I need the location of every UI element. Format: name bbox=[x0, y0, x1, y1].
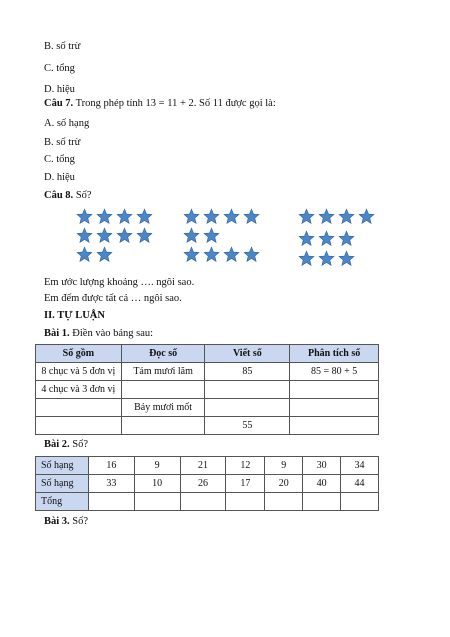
star-icon bbox=[116, 208, 133, 225]
star-icon bbox=[76, 227, 93, 244]
number-table bbox=[35, 344, 379, 435]
question-7-option-d bbox=[44, 171, 75, 185]
table-cell bbox=[303, 493, 341, 511]
question-7-option-a bbox=[44, 117, 89, 131]
option-text: A. số hạng bbox=[44, 118, 90, 129]
star-icon bbox=[183, 246, 200, 263]
star-icon bbox=[76, 208, 93, 225]
table-row bbox=[36, 475, 379, 493]
exercise-2-heading bbox=[44, 438, 88, 452]
question-text: Số? bbox=[73, 190, 92, 201]
table-row bbox=[36, 381, 379, 399]
table-cell: Bảy mươi mốt bbox=[121, 399, 205, 417]
exercise-number: Bài 2. bbox=[44, 439, 70, 450]
table-cell: 20 bbox=[265, 475, 303, 493]
table-cell: 17 bbox=[226, 475, 265, 493]
table-cell: 85 = 80 + 5 bbox=[290, 363, 379, 381]
table-cell: 9 bbox=[265, 457, 303, 475]
exercise-3-heading bbox=[44, 515, 88, 529]
header-cell: Phân tích số bbox=[290, 345, 379, 363]
table-cell: 44 bbox=[341, 475, 379, 493]
star-icon bbox=[183, 227, 200, 244]
table-cell: 9 bbox=[134, 457, 180, 475]
table-cell: 26 bbox=[180, 475, 226, 493]
star-icon bbox=[96, 208, 113, 225]
question-7-option-b bbox=[44, 136, 80, 150]
star-icon bbox=[223, 246, 240, 263]
star-icon bbox=[96, 227, 113, 244]
table-cell: 21 bbox=[180, 457, 226, 475]
table-cell bbox=[290, 381, 379, 399]
option-text: B. số trừ bbox=[44, 41, 81, 52]
option-text: D. hiệu bbox=[44, 84, 75, 95]
table-cell bbox=[341, 493, 379, 511]
exercise-text: Điền vào bảng sau: bbox=[69, 328, 154, 339]
exercise-1-heading bbox=[44, 327, 153, 341]
header-cell: Số gồm bbox=[36, 345, 122, 363]
star-icon bbox=[136, 208, 153, 225]
table-row bbox=[36, 457, 379, 475]
exercise-number: Bài 1. bbox=[44, 328, 70, 339]
table-cell bbox=[205, 381, 290, 399]
table-cell bbox=[36, 417, 122, 435]
table-cell: 30 bbox=[303, 457, 341, 475]
table-cell bbox=[290, 417, 379, 435]
estimate-line bbox=[44, 276, 194, 290]
table-cell: 12 bbox=[226, 457, 265, 475]
section-title: II. TỰ LUẬN bbox=[44, 310, 105, 321]
table-cell: 10 bbox=[134, 475, 180, 493]
table-cell: 4 chục và 3 đơn vị bbox=[36, 381, 122, 399]
table-cell bbox=[205, 399, 290, 417]
exercise-number: Bài 3. bbox=[44, 516, 70, 527]
star-icon bbox=[203, 246, 220, 263]
option-text: D. hiệu bbox=[44, 172, 75, 183]
table-cell: Tám mươi lăm bbox=[121, 363, 205, 381]
table-cell: 33 bbox=[88, 475, 134, 493]
star-icon bbox=[96, 246, 113, 263]
star-icon bbox=[298, 208, 315, 225]
table-row bbox=[36, 417, 379, 435]
row-label: Tổng bbox=[36, 493, 89, 511]
table-cell: 55 bbox=[205, 417, 290, 435]
table-cell: 16 bbox=[88, 457, 134, 475]
question-7 bbox=[44, 97, 276, 111]
question-number: Câu 8. bbox=[44, 190, 74, 201]
table-cell bbox=[265, 493, 303, 511]
star-icon bbox=[136, 227, 153, 244]
option-c-line bbox=[44, 62, 75, 76]
star-icon bbox=[203, 227, 220, 244]
question-number: Câu 7. bbox=[44, 98, 74, 109]
table-cell bbox=[226, 493, 265, 511]
option-text: C. tổng bbox=[44, 63, 75, 74]
table-cell bbox=[36, 399, 122, 417]
sum-table bbox=[35, 456, 379, 511]
table-cell: 40 bbox=[303, 475, 341, 493]
star-icon bbox=[116, 227, 133, 244]
count-text: Em đếm được tất cả … ngôi sao. bbox=[44, 293, 182, 304]
option-text: C. tổng bbox=[44, 154, 75, 165]
table-cell bbox=[121, 381, 205, 399]
table-cell: 34 bbox=[341, 457, 379, 475]
star-icon bbox=[358, 208, 375, 225]
star-icon bbox=[318, 208, 335, 225]
option-text: B. số trừ bbox=[44, 137, 81, 148]
row-label: Số hạng bbox=[36, 457, 89, 475]
question-7-option-c bbox=[44, 153, 75, 167]
star-icon bbox=[243, 246, 260, 263]
star-icon bbox=[76, 246, 93, 263]
count-line bbox=[44, 292, 182, 306]
row-label: Số hạng bbox=[36, 475, 89, 493]
table-cell bbox=[134, 493, 180, 511]
table-cell: 85 bbox=[205, 363, 290, 381]
table-cell bbox=[290, 399, 379, 417]
question-text: Trong phép tính 13 = 11 + 2. Số 11 được gọi là: bbox=[73, 98, 276, 109]
question-8 bbox=[44, 189, 92, 203]
table-cell bbox=[180, 493, 226, 511]
table-cell bbox=[121, 417, 205, 435]
table-row bbox=[36, 399, 379, 417]
star-icon bbox=[318, 250, 335, 267]
option-d-line bbox=[44, 83, 75, 97]
option-b-line bbox=[44, 40, 80, 54]
star-icon bbox=[298, 250, 315, 267]
exercise-text: Số? bbox=[69, 439, 89, 450]
star-icon bbox=[338, 230, 355, 247]
header-cell: Viết số bbox=[205, 345, 290, 363]
star-icon bbox=[223, 208, 240, 225]
table-cell: 8 chục và 5 đơn vị bbox=[36, 363, 122, 381]
table-cell bbox=[88, 493, 134, 511]
table-header-row bbox=[36, 345, 379, 363]
star-icon bbox=[318, 230, 335, 247]
star-icon bbox=[298, 230, 315, 247]
exercise-text: Số? bbox=[69, 516, 89, 527]
header-cell: Đọc số bbox=[121, 345, 205, 363]
table-row bbox=[36, 363, 379, 381]
estimate-text: Em ước lượng khoảng …. ngôi sao. bbox=[44, 277, 195, 288]
star-icon bbox=[338, 250, 355, 267]
table-row bbox=[36, 493, 379, 511]
star-icon bbox=[338, 208, 355, 225]
star-icon bbox=[243, 208, 260, 225]
star-icon bbox=[203, 208, 220, 225]
star-icon bbox=[183, 208, 200, 225]
